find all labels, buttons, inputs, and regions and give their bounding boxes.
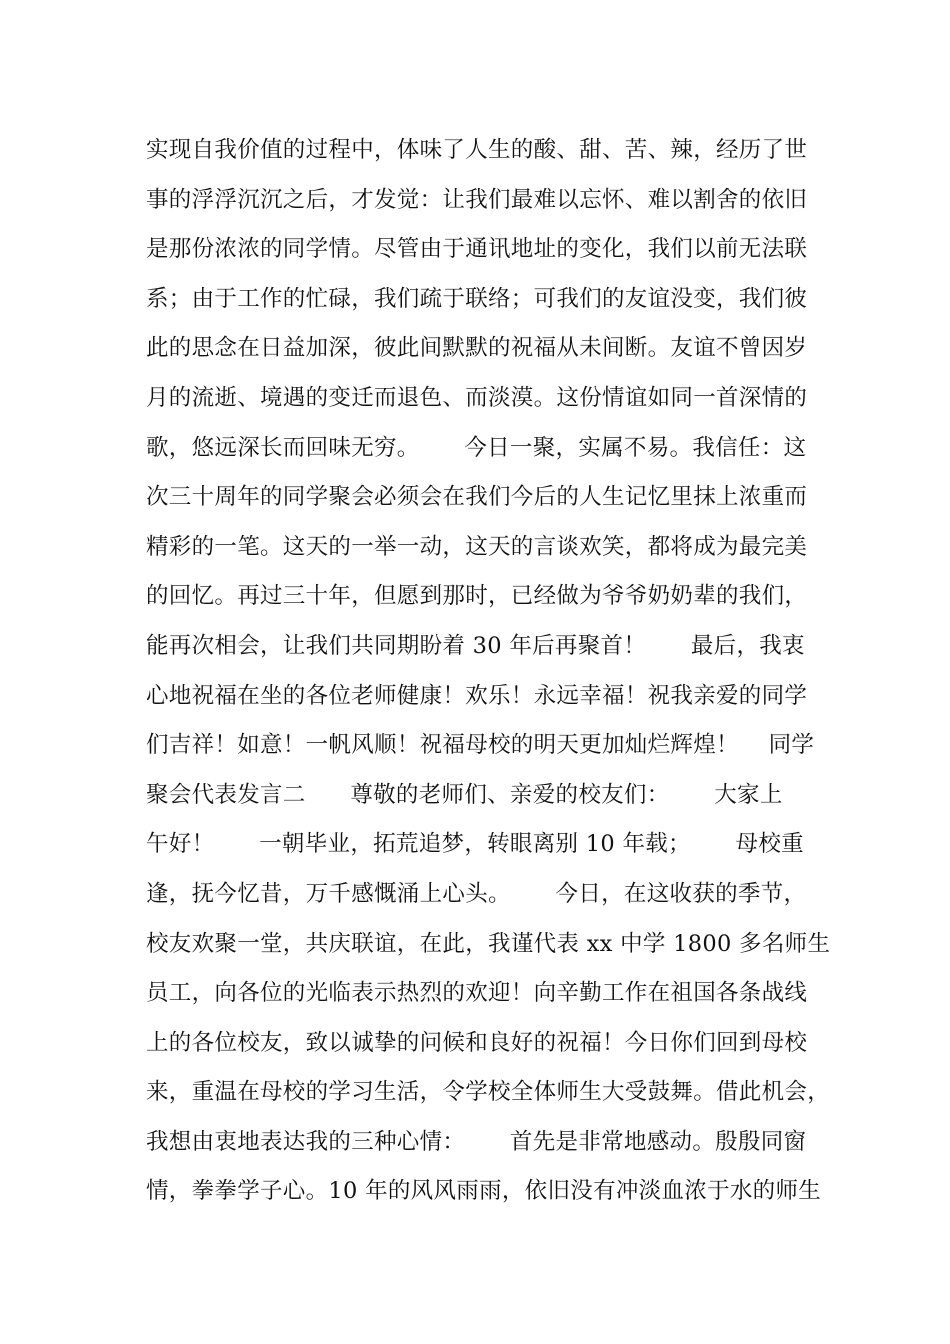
text-line: 月的流逝、境遇的变迁而退色、而淡漠。这份情谊如同一首深情的 <box>146 384 808 411</box>
text-line: 次三十周年的同学聚会必须会在我们今后的人生记忆里抹上浓重而 <box>146 484 808 511</box>
text-line: 此的思念在日益加深，彼此间默默的祝福从未间断。友谊不曾因岁 <box>146 335 808 362</box>
text-line: 实现自我价值的过程中，体味了人生的酸、甜、苦、辣，经历了世 <box>146 137 808 163</box>
text-line: 的回忆。再过三十年，但愿到那时，已经做为爷爷奶奶辈的我们， <box>146 583 808 610</box>
text-line: 我想由衷地表达我的三种心情： 首先是非常地感动。殷殷同窗 <box>146 1128 807 1155</box>
text-line: 校友欢聚一堂，共庆联谊，在此，我谨代表 xx 中学 1800 多名师生 <box>146 930 831 957</box>
text-line: 系；由于工作的忙碌，我们疏于联络；可我们的友谊没变，我们彼 <box>146 285 808 312</box>
text-line: 歌，悠远深长而回味无穷。 今日一聚，实属不易。我信任：这 <box>146 434 807 461</box>
text-line: 逢，抚今忆昔，万千感慨涌上心头。 今日，在这收获的季节， <box>146 880 807 907</box>
text-line: 午好！ 一朝毕业，拓荒追梦，转眼离别 10 年载； 母校重 <box>146 831 804 858</box>
text-line: 上的各位校友，致以诚挚的问候和良好的祝福！今日你们回到母校 <box>146 1029 808 1056</box>
text-line: 是那份浓浓的同学情。尽管由于通讯地址的变化，我们以前无法联 <box>146 236 808 263</box>
text-line: 心地祝福在坐的各位老师健康！欢乐！永远幸福！祝我亲爱的同学 <box>146 682 808 709</box>
text-line: 来，重温在母校的学习生活，令学校全体师生大受鼓舞。借此机会， <box>146 1079 831 1106</box>
text-line: 精彩的一笔。这天的一举一动，这天的言谈欢笑，都将成为最完美 <box>146 533 808 560</box>
document-body-text <box>146 126 831 1217</box>
text-line: 能再次相会，让我们共同期盼着 30 年后再聚首！ 最后，我衷 <box>146 632 805 659</box>
text-line: 们吉祥！如意！一帆风顺！祝福母校的明天更加灿烂辉煌！ 同学 <box>146 732 815 759</box>
text-line: 聚会代表发言二 尊敬的老师们、亲爱的校友们： 大家上 <box>146 781 783 808</box>
text-line: 事的浮浮沉沉之后，才发觉：让我们最难以忘怀、难以割舍的依旧 <box>146 186 808 213</box>
text-line: 员工，向各位的光临表示热烈的欢迎！向辛勤工作在祖国各条战线 <box>146 980 808 1007</box>
text-line: 情，拳拳学子心。10 年的风风雨雨，依旧没有冲淡血浓于水的师生 <box>146 1178 822 1205</box>
